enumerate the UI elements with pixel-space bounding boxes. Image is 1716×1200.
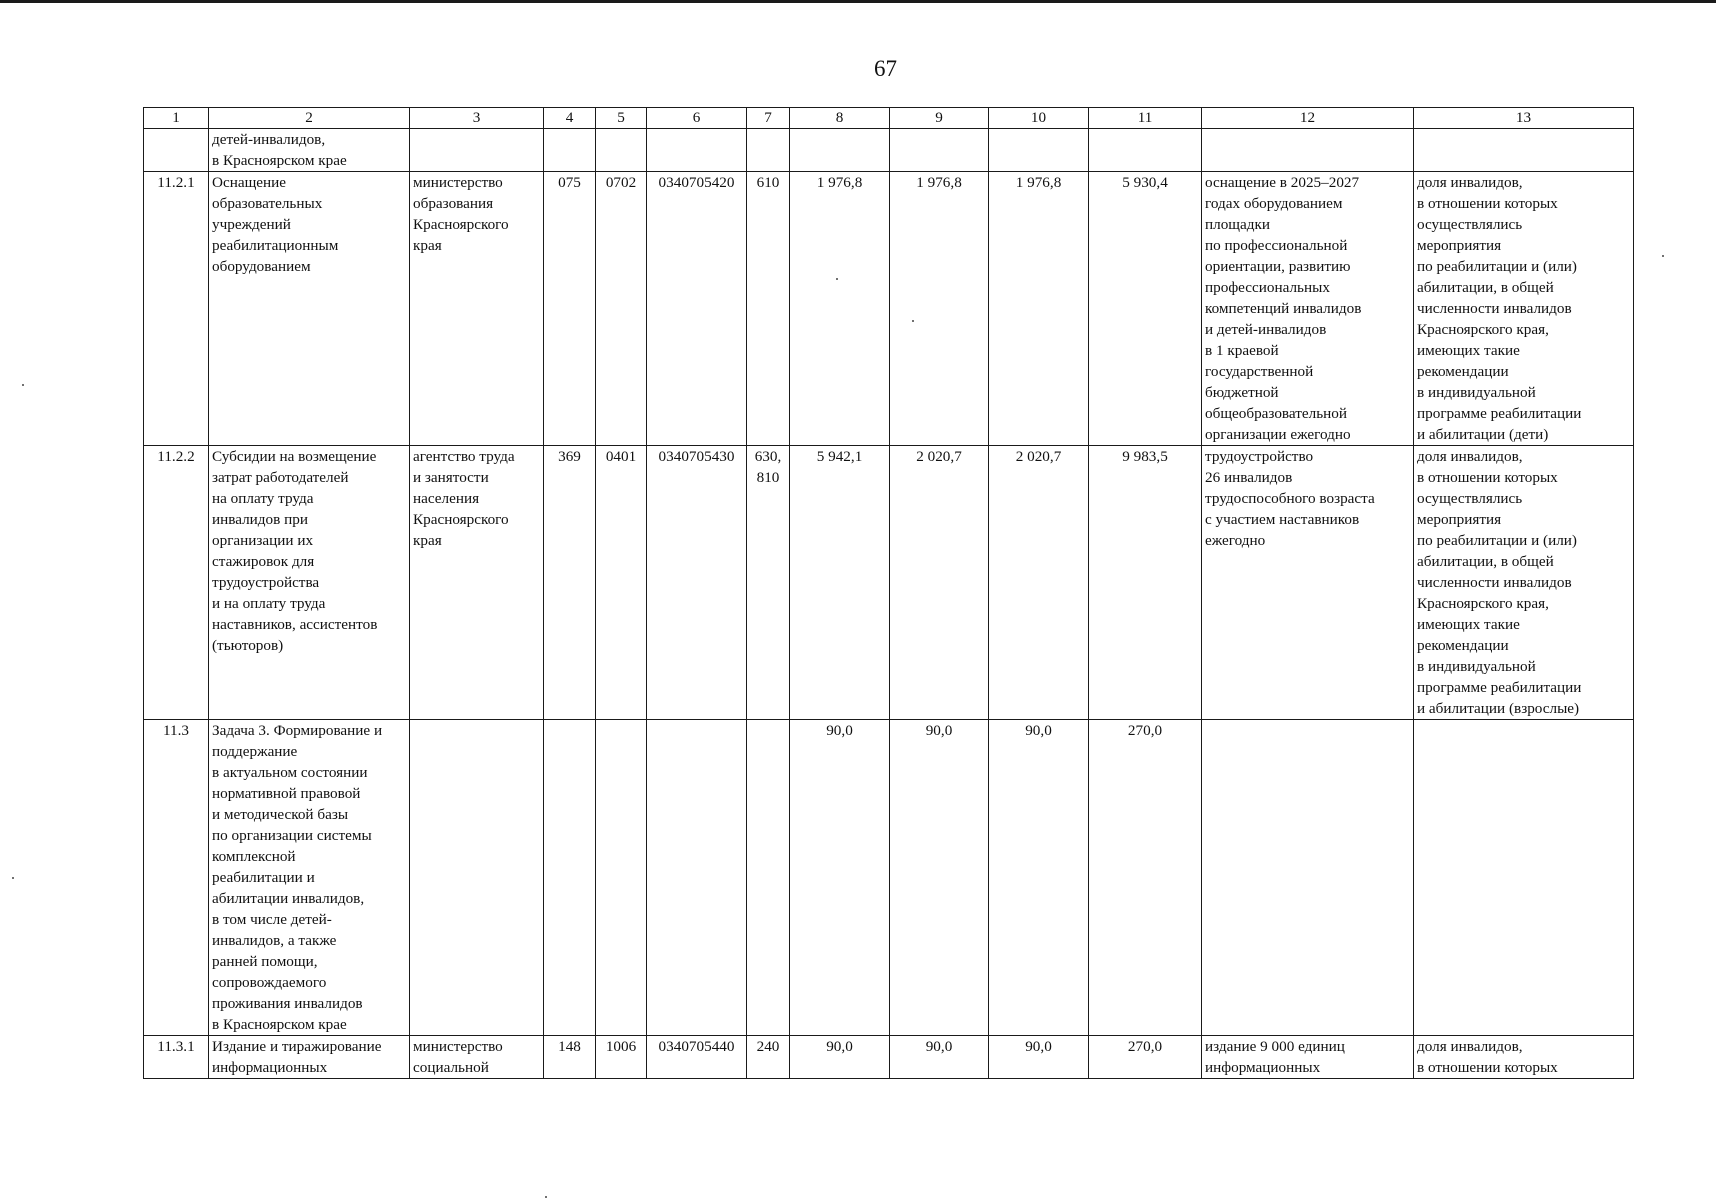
code-cell bbox=[544, 720, 596, 1036]
cell-text: 11.2.2 bbox=[157, 448, 195, 465]
expected-result-cell bbox=[1202, 720, 1414, 1036]
cell-text: оснащение в 2025–2027 годах оборудованием площадки по профессиональной ориентации, развитию профессиональных компетенций инвалидов и детей-инвалидов в 1 краевой государственной бюджетной общеобразовательной организации ежегодно bbox=[1205, 174, 1362, 443]
cell-text: 0340705420 bbox=[658, 174, 735, 191]
indicator-cell bbox=[1414, 129, 1634, 172]
total-amount-cell bbox=[1089, 129, 1202, 172]
cell-text: 2 020,7 bbox=[916, 448, 962, 465]
table-row-continuation bbox=[144, 129, 1634, 172]
scan-speck bbox=[545, 1196, 547, 1198]
amount-cell bbox=[989, 720, 1089, 1036]
cell-text: 148 bbox=[558, 1038, 581, 1055]
executor-cell bbox=[410, 172, 544, 446]
cell-text: министерство образования Красноярского края bbox=[413, 174, 509, 254]
code-cell bbox=[647, 446, 747, 720]
indicator-cell bbox=[1414, 446, 1634, 720]
cell-text: 90,0 bbox=[925, 722, 953, 739]
row-number-cell bbox=[144, 720, 209, 1036]
measure-name-cell bbox=[209, 1036, 410, 1079]
amount-cell bbox=[790, 1036, 890, 1079]
code-cell bbox=[647, 1036, 747, 1079]
cell-text: Издание и тиражирование информационных bbox=[212, 1038, 382, 1076]
cell-text: 0340705440 bbox=[658, 1038, 735, 1055]
scan-speck bbox=[12, 877, 14, 879]
total-amount-cell bbox=[1089, 446, 1202, 720]
code-cell bbox=[596, 129, 647, 172]
cell-text: 11.3 bbox=[162, 722, 189, 739]
cell-text: доля инвалидов, в отношении которых осуществлялись мероприятия по реабилитации и (или) абилитации, в общей численности инвалидов Красноярского края, имеющих такие рекомендации в индивидуальной программе реабилитации и абилитации (взрослые) bbox=[1417, 448, 1582, 717]
program-measures-table bbox=[143, 107, 1634, 1079]
cell-text: 0401 bbox=[605, 448, 637, 465]
total-amount-cell bbox=[1089, 720, 1202, 1036]
scan-speck bbox=[836, 278, 838, 280]
expected-result-cell bbox=[1202, 1036, 1414, 1079]
row-number-cell bbox=[144, 1036, 209, 1079]
cell-text: 610 bbox=[756, 174, 780, 191]
executor-cell bbox=[410, 129, 544, 172]
cell-text: Субсидии на возмещение затрат работодателей на оплату труда инвалидов при организации их стажировок для трудоустройства и на оплату труда наставников, ассистентов (тьюторов) bbox=[212, 448, 378, 654]
table-row-11-3-1 bbox=[144, 1036, 1634, 1079]
amount-cell bbox=[890, 172, 989, 446]
cell-text: Оснащение образовательных учреждений реабилитационным оборудованием bbox=[212, 174, 339, 275]
amount-cell bbox=[989, 172, 1089, 446]
column-header: 12 bbox=[1202, 108, 1414, 129]
amount-cell bbox=[890, 446, 989, 720]
code-cell bbox=[596, 720, 647, 1036]
measure-name-cell bbox=[209, 446, 410, 720]
cell-text: 90,0 bbox=[1025, 722, 1052, 739]
cell-text: 90,0 bbox=[1025, 1038, 1052, 1055]
indicator-cell bbox=[1414, 720, 1634, 1036]
cell-text: 1 976,8 bbox=[1015, 174, 1062, 191]
column-header: 11 bbox=[1089, 108, 1202, 129]
code-cell bbox=[544, 446, 596, 720]
row-number-cell bbox=[144, 129, 209, 172]
column-header: 2 bbox=[209, 108, 410, 129]
amount-cell bbox=[989, 129, 1089, 172]
amount-cell bbox=[989, 1036, 1089, 1079]
code-cell bbox=[747, 720, 790, 1036]
cell-text: 0702 bbox=[605, 174, 637, 191]
total-amount-cell bbox=[1089, 172, 1202, 446]
cell-text: доля инвалидов, в отношении которых осуществлялись мероприятия по реабилитации и (или) абилитации, в общей численности инвалидов Красноярского края, имеющих такие рекомендации в индивидуальной программе реабилитации и абилитации (дети) bbox=[1417, 174, 1582, 443]
code-cell bbox=[747, 129, 790, 172]
column-header: 5 bbox=[596, 108, 647, 129]
indicator-cell bbox=[1414, 1036, 1634, 1079]
cell-text: 11.3.1 bbox=[157, 1038, 195, 1055]
column-header: 13 bbox=[1414, 108, 1634, 129]
table-row-11-3 bbox=[144, 720, 1634, 1036]
page-top-edge bbox=[0, 0, 1716, 3]
code-cell bbox=[596, 1036, 647, 1079]
cell-text: доля инвалидов, в отношении которых bbox=[1417, 1038, 1558, 1076]
cell-text: 075 bbox=[558, 174, 581, 191]
cell-text: министерство социальной bbox=[413, 1038, 503, 1076]
executor-cell bbox=[410, 720, 544, 1036]
cell-text: 90,0 bbox=[826, 722, 853, 739]
measure-name-cell bbox=[209, 172, 410, 446]
amount-cell bbox=[790, 129, 890, 172]
amount-cell bbox=[790, 172, 890, 446]
column-header: 4 bbox=[544, 108, 596, 129]
code-cell bbox=[544, 129, 596, 172]
indicator-cell bbox=[1414, 172, 1634, 446]
scan-speck bbox=[22, 384, 24, 386]
code-cell bbox=[544, 172, 596, 446]
column-header: 7 bbox=[747, 108, 790, 129]
column-header: 3 bbox=[410, 108, 544, 129]
cell-text: 11.2.1 bbox=[157, 174, 195, 191]
column-number-header-row bbox=[144, 108, 1634, 129]
cell-text: 90,0 bbox=[925, 1038, 953, 1055]
amount-cell bbox=[890, 129, 989, 172]
cell-text: 2 020,7 bbox=[1015, 448, 1062, 465]
cell-text: детей-инвалидов, в Красноярском крае bbox=[212, 131, 347, 169]
cell-text: 630, 810 bbox=[754, 448, 782, 486]
code-cell bbox=[747, 172, 790, 446]
column-header: 9 bbox=[890, 108, 989, 129]
code-cell bbox=[596, 446, 647, 720]
cell-text: агентство труда и занятости населения Красноярского края bbox=[413, 448, 515, 549]
total-amount-cell bbox=[1089, 1036, 1202, 1079]
amount-cell bbox=[890, 720, 989, 1036]
cell-text: 1006 bbox=[605, 1038, 637, 1055]
expected-result-cell bbox=[1202, 172, 1414, 446]
cell-text: трудоустройство 26 инвалидов трудоспособного возраста с участием наставников ежегодно bbox=[1205, 448, 1375, 549]
expected-result-cell bbox=[1202, 446, 1414, 720]
column-header: 10 bbox=[989, 108, 1089, 129]
measure-name-cell bbox=[209, 720, 410, 1036]
table-row-11-2-2 bbox=[144, 446, 1634, 720]
row-number-cell bbox=[144, 446, 209, 720]
column-header: 8 bbox=[790, 108, 890, 129]
code-cell bbox=[747, 1036, 790, 1079]
cell-text: 240 bbox=[756, 1038, 780, 1055]
cell-text: Задача 3. Формирование и поддержание в актуальном состоянии нормативной правовой и методической базы по организации системы комплексной реабилитации и абилитации инвалидов, в том числе детей- инвалидов, а также ранней помощи, сопровождаемого проживания инвалидов в Красноярском крае bbox=[212, 722, 383, 1033]
code-cell bbox=[596, 172, 647, 446]
amount-cell bbox=[790, 720, 890, 1036]
page-number: 67 bbox=[874, 56, 897, 81]
cell-text: 270,0 bbox=[1127, 722, 1163, 739]
expected-result-cell bbox=[1202, 129, 1414, 172]
amount-cell bbox=[989, 446, 1089, 720]
executor-cell bbox=[410, 446, 544, 720]
column-header: 1 bbox=[144, 108, 209, 129]
cell-text: 5 930,4 bbox=[1122, 174, 1168, 191]
code-cell bbox=[544, 1036, 596, 1079]
row-number-cell bbox=[144, 172, 209, 446]
cell-text: 90,0 bbox=[826, 1038, 853, 1055]
cell-text: 1 976,8 bbox=[816, 174, 863, 191]
code-cell bbox=[647, 129, 747, 172]
cell-text: 9 983,5 bbox=[1122, 448, 1168, 465]
cell-text: 369 bbox=[558, 448, 581, 465]
amount-cell bbox=[790, 446, 890, 720]
code-cell bbox=[647, 720, 747, 1036]
amount-cell bbox=[890, 1036, 989, 1079]
code-cell bbox=[647, 172, 747, 446]
column-header: 6 bbox=[647, 108, 747, 129]
table-row-11-2-1 bbox=[144, 172, 1634, 446]
scan-speck bbox=[1662, 255, 1664, 257]
cell-text: издание 9 000 единиц информационных bbox=[1205, 1038, 1345, 1076]
cell-text: 1 976,8 bbox=[916, 174, 962, 191]
executor-cell bbox=[410, 1036, 544, 1079]
code-cell bbox=[747, 446, 790, 720]
measure-name-cell bbox=[209, 129, 410, 172]
cell-text: 0340705430 bbox=[658, 448, 735, 465]
cell-text: 5 942,1 bbox=[816, 448, 863, 465]
scan-speck bbox=[912, 320, 914, 322]
cell-text: 270,0 bbox=[1127, 1038, 1163, 1055]
